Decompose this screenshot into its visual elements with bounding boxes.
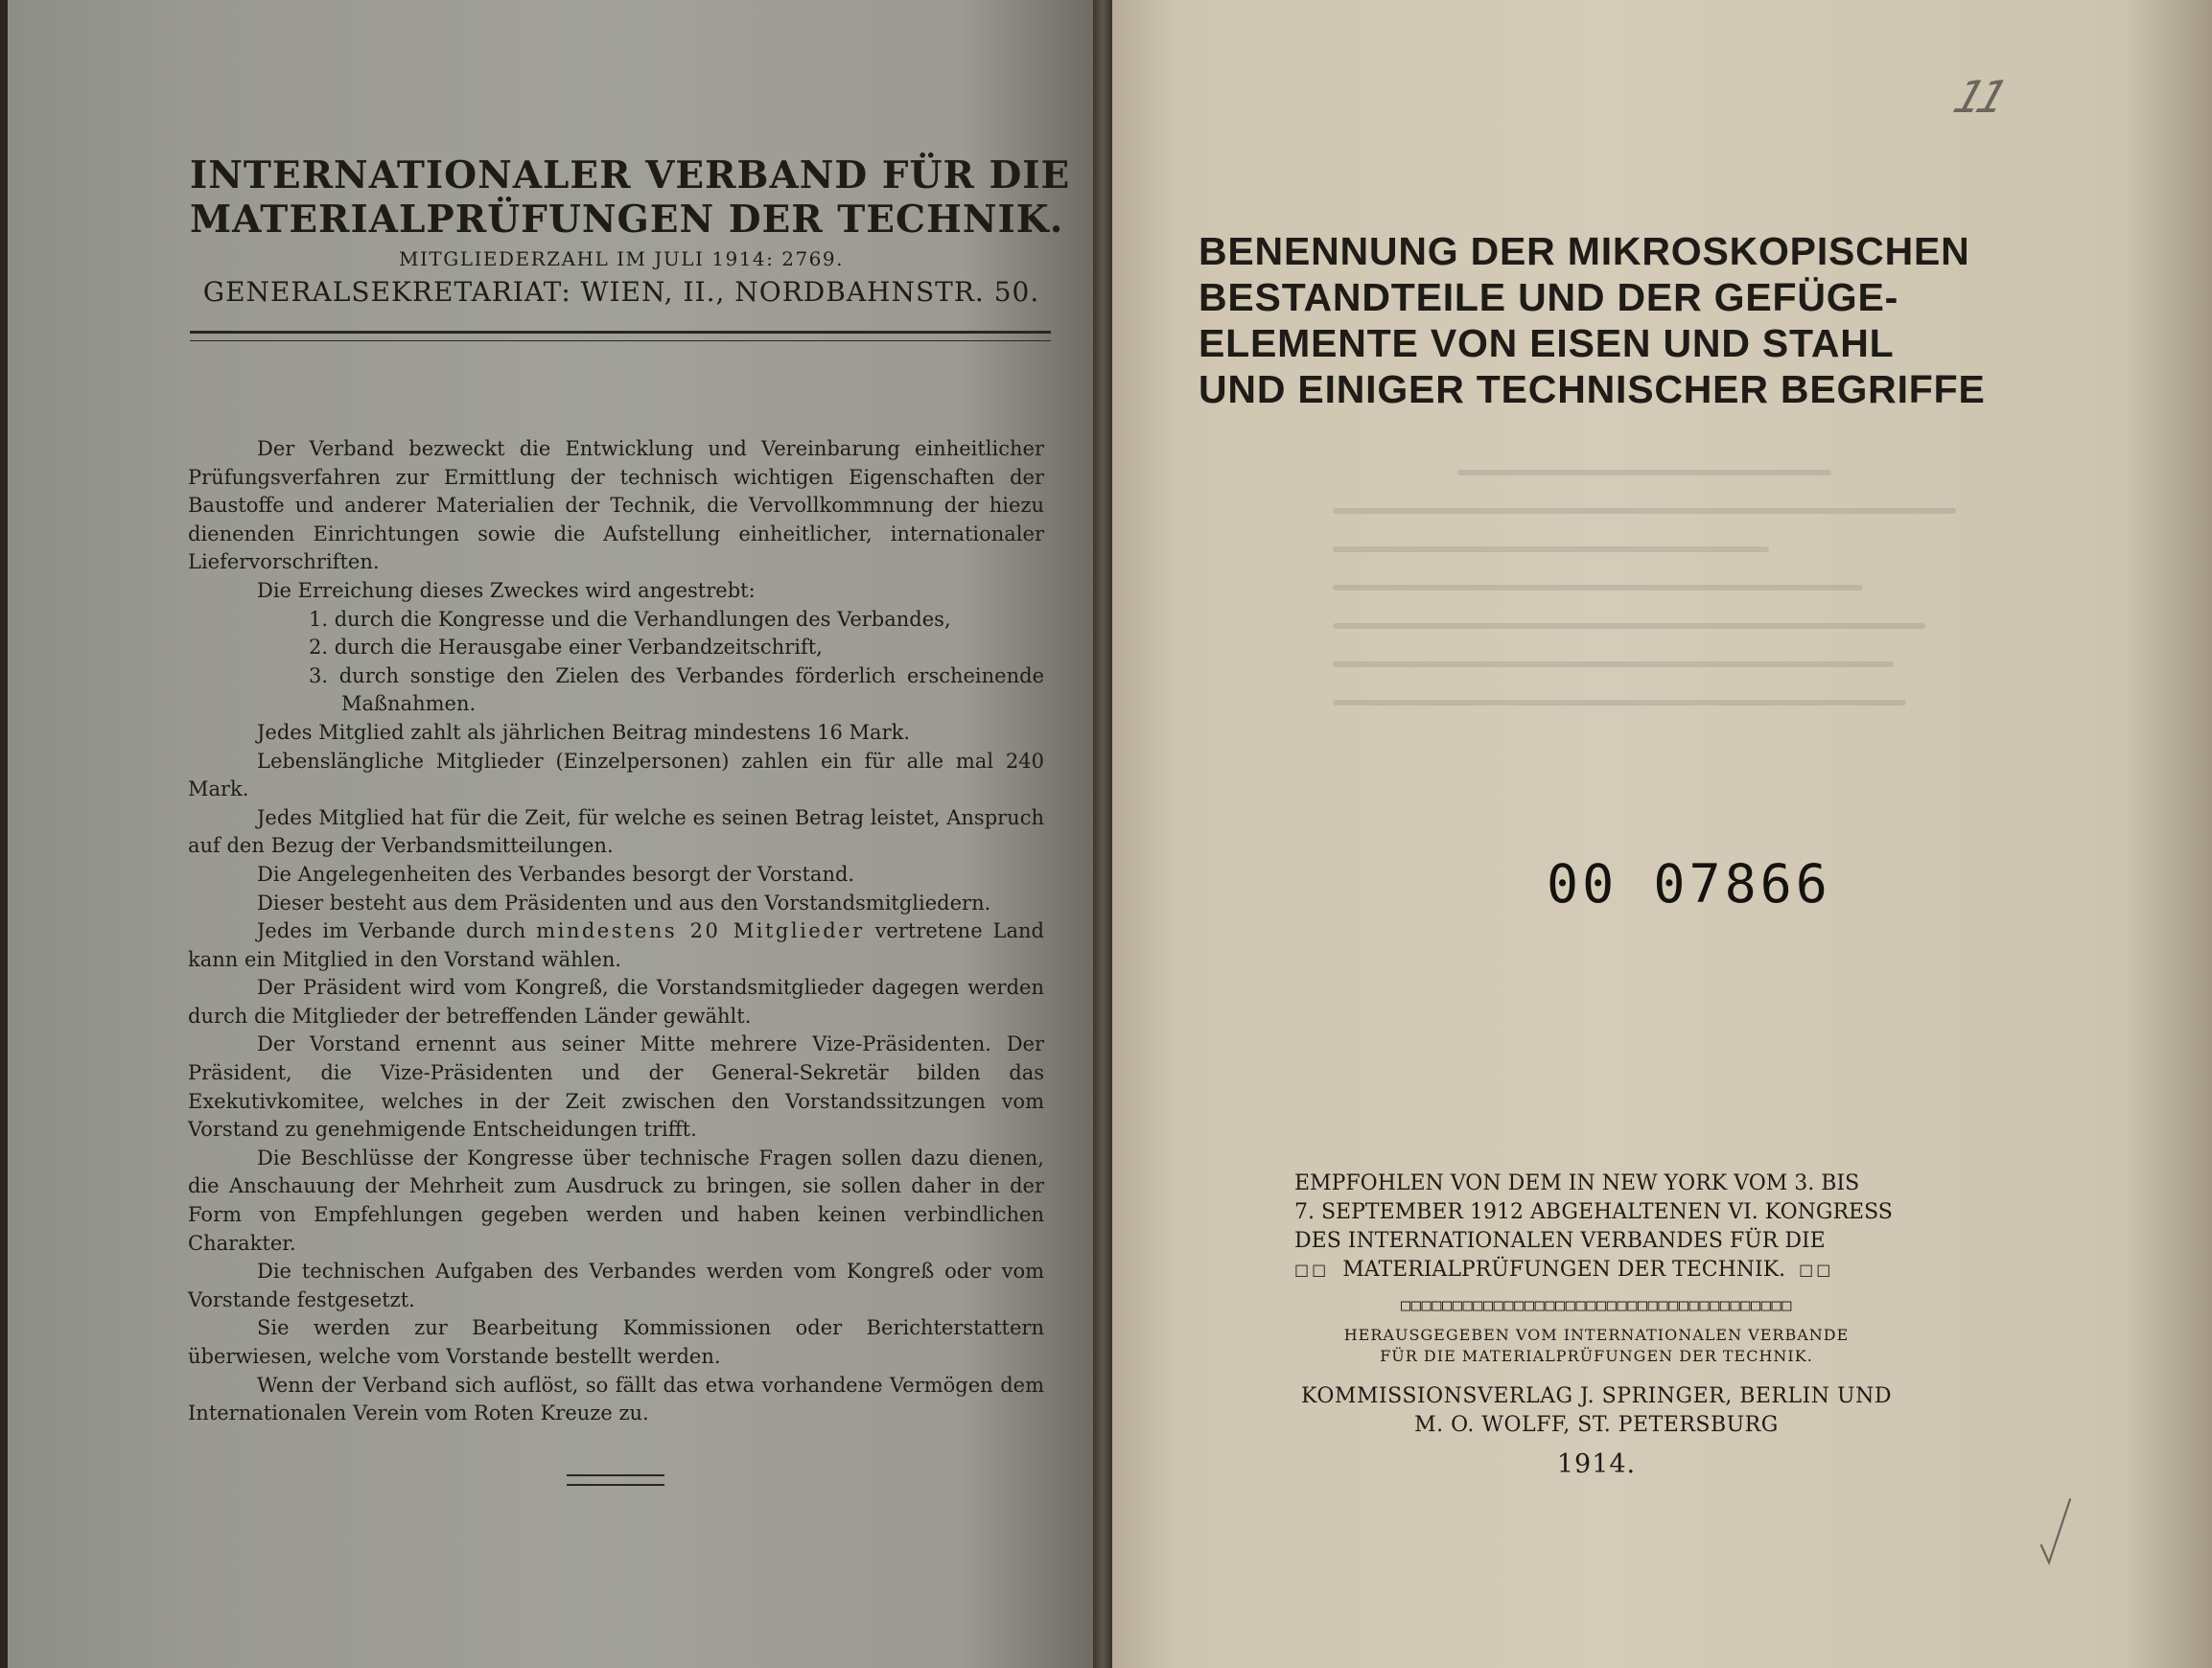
imprint-block <box>1294 1170 1898 1479</box>
title-line: BESTANDTEILE UND DER GEFÜGE- <box>1199 275 1899 319</box>
right-page <box>1112 0 2212 1668</box>
verlag-line: KOMMISSIONSVERLAG J. SPRINGER, BERLIN UND <box>1301 1384 1892 1408</box>
recommendation-text <box>1294 1170 1898 1285</box>
inventory-stamp: 00 07866 <box>1547 853 1831 915</box>
secretariat-address: GENERALSEKRETARIAT: WIEN, II., NORDBAHNSTR. 50. <box>202 276 1040 308</box>
paragraph <box>188 917 1044 974</box>
text-run: vertretene Land kann ein Mitglied in den Vorstand wählen. <box>188 919 1044 971</box>
paragraph: Der Präsident wird vom Kongreß, die Vorstandsmitglieder dagegen werden durch die Mitglieder der betreffenden Länder gewählt. <box>188 976 1044 1028</box>
paragraph: Der Verband bezweckt die Entwicklung und Vereinbarung einheitlicher Prüfungsverfahren zur Ermittlung der technisch wichtigen Eigenschaften der Baustoffe und anderer Materialien der Technik, die Vervollkommnung der hiezu dienenden Einrichtungen sowie die Aufstellung einheitlicher, internationaler Liefervorschriften. <box>188 437 1044 574</box>
recommendation-line-text: MATERIALPRÜFUNGEN DER TECHNIK. <box>1342 1258 1786 1282</box>
paragraph: Jedes Mitglied zahlt als jährlichen Beitrag mindestens 16 Mark. <box>257 720 911 744</box>
paragraph: Wenn der Verband sich auflöst, so fällt das etwa vorhandene Vermögen dem Internationalen Verein vom Roten Kreuze zu. <box>188 1373 1044 1425</box>
publisher-note <box>1294 1325 1898 1367</box>
statutes-text <box>188 435 1044 1428</box>
recommendation-line <box>1294 1256 1898 1285</box>
paragraph: Die Angelegenheiten des Verbandes besorgt der Vorstand. <box>257 862 855 886</box>
paragraph: Die technischen Aufgaben des Verbandes werden vom Kongreß oder vom Vorstande festgesetzt. <box>188 1260 1044 1311</box>
publisher-line: FÜR DIE MATERIALPRÜFUNGEN DER TECHNIK. <box>1380 1347 1813 1365</box>
box-ornament-left: □□ <box>1294 1261 1330 1279</box>
recommendation-line: 7. SEPTEMBER 1912 ABGEHALTENEN VI. KONGRESS <box>1294 1200 1893 1224</box>
paragraph: Der Vorstand ernennt aus seiner Mitte mehrere Vize-Präsidenten. Der Präsident, die Vize-Präsidenten und der General-Sekretär bilden das Exekutivkomitee, welches in der Zeit zwischen den Vorstandssitzungen vom Vorstand zu genehmigende Entscheidungen trifft. <box>188 1032 1044 1142</box>
title-line: UND EINIGER TECHNISCHER BEGRIFFE <box>1199 367 1986 411</box>
list-item: 3. durch sonstige den Zielen des Verbandes förderlich erscheinende Maßnahmen. <box>309 663 1044 716</box>
box-ornament-right: □□ <box>1799 1261 1834 1279</box>
member-count: MITGLIEDERZAHL IM JULI 1914: 2769. <box>399 247 844 270</box>
pencil-annotation: 11 <box>1947 71 2010 123</box>
show-through-text <box>1333 470 1956 815</box>
publisher-imprint <box>1294 1382 1898 1440</box>
list-item: 1. durch die Kongresse und die Verhandlungen des Verbandes, <box>309 607 951 631</box>
association-header <box>190 153 1071 308</box>
title-line: ELEMENTE VON EISEN UND STAHL <box>1199 321 1895 365</box>
title-line: BENENNUNG DER MIKROSKOPISCHEN <box>1199 229 1970 273</box>
paragraph: Sie werden zur Bearbeitung Kommissionen oder Berichterstattern überwiesen, welche vom Vorstande bestellt werden. <box>188 1316 1044 1368</box>
text-run: Jedes im Verbande durch <box>257 919 526 943</box>
recommendation-line: EMPFOHLEN VON DEM IN NEW YORK VOM 3. BIS <box>1294 1171 1860 1195</box>
left-page <box>8 0 1093 1668</box>
emphasized-text: mindestens 20 Mitglieder <box>536 919 865 943</box>
paragraph: Die Erreichung dieses Zweckes wird angestrebt: <box>257 578 756 602</box>
association-name-line1: INTERNATIONALER VERBAND FÜR DIE <box>190 153 1071 197</box>
paragraph: Jedes Mitglied hat für die Zeit, für welche es seinen Betrag leistet, Anspruch auf den Bezug der Verbandsmitteilungen. <box>188 805 1044 858</box>
publication-year: 1914. <box>1556 1449 1637 1479</box>
book-gutter <box>1093 0 1114 1668</box>
box-ornament-row: □□□□□□□□□□□□□□□□□□□□□□□□□□□□□□□□□□□□□□ <box>1401 1296 1792 1315</box>
publisher-line: HERAUSGEGEBEN VOM INTERNATIONALEN VERBANDE <box>1343 1326 1850 1344</box>
paragraph: Die Beschlüsse der Kongresse über technische Fragen sollen dazu dienen, die Anschauung der Mehrheit zum Ausdruck zu bringen, sie sollen daher in der Form von Empfehlungen gegeben werden und haben keinen verbindlichen Charakter. <box>188 1146 1044 1255</box>
association-name-line2: MATERIALPRÜFUNGEN DER TECHNIK. <box>190 197 1064 242</box>
recommendation-line: DES INTERNATIONALEN VERBANDES FÜR DIE <box>1294 1229 1826 1253</box>
paragraph: Lebenslängliche Mitglieder (Einzelpersonen) zahlen ein für alle mal 240 Mark. <box>188 749 1044 801</box>
list-item: 2. durch die Herausgabe einer Verbandzeitschrift, <box>309 636 823 660</box>
closing-double-rule <box>567 1474 664 1486</box>
pencil-check-mark <box>2037 1495 2076 1572</box>
header-double-rule <box>190 331 1051 341</box>
verlag-line: M. O. WOLFF, ST. PETERSBURG <box>1414 1413 1779 1437</box>
paragraph: Dieser besteht aus dem Präsidenten und aus den Vorstandsmitgliedern. <box>257 891 991 915</box>
book-title <box>1199 228 2042 412</box>
